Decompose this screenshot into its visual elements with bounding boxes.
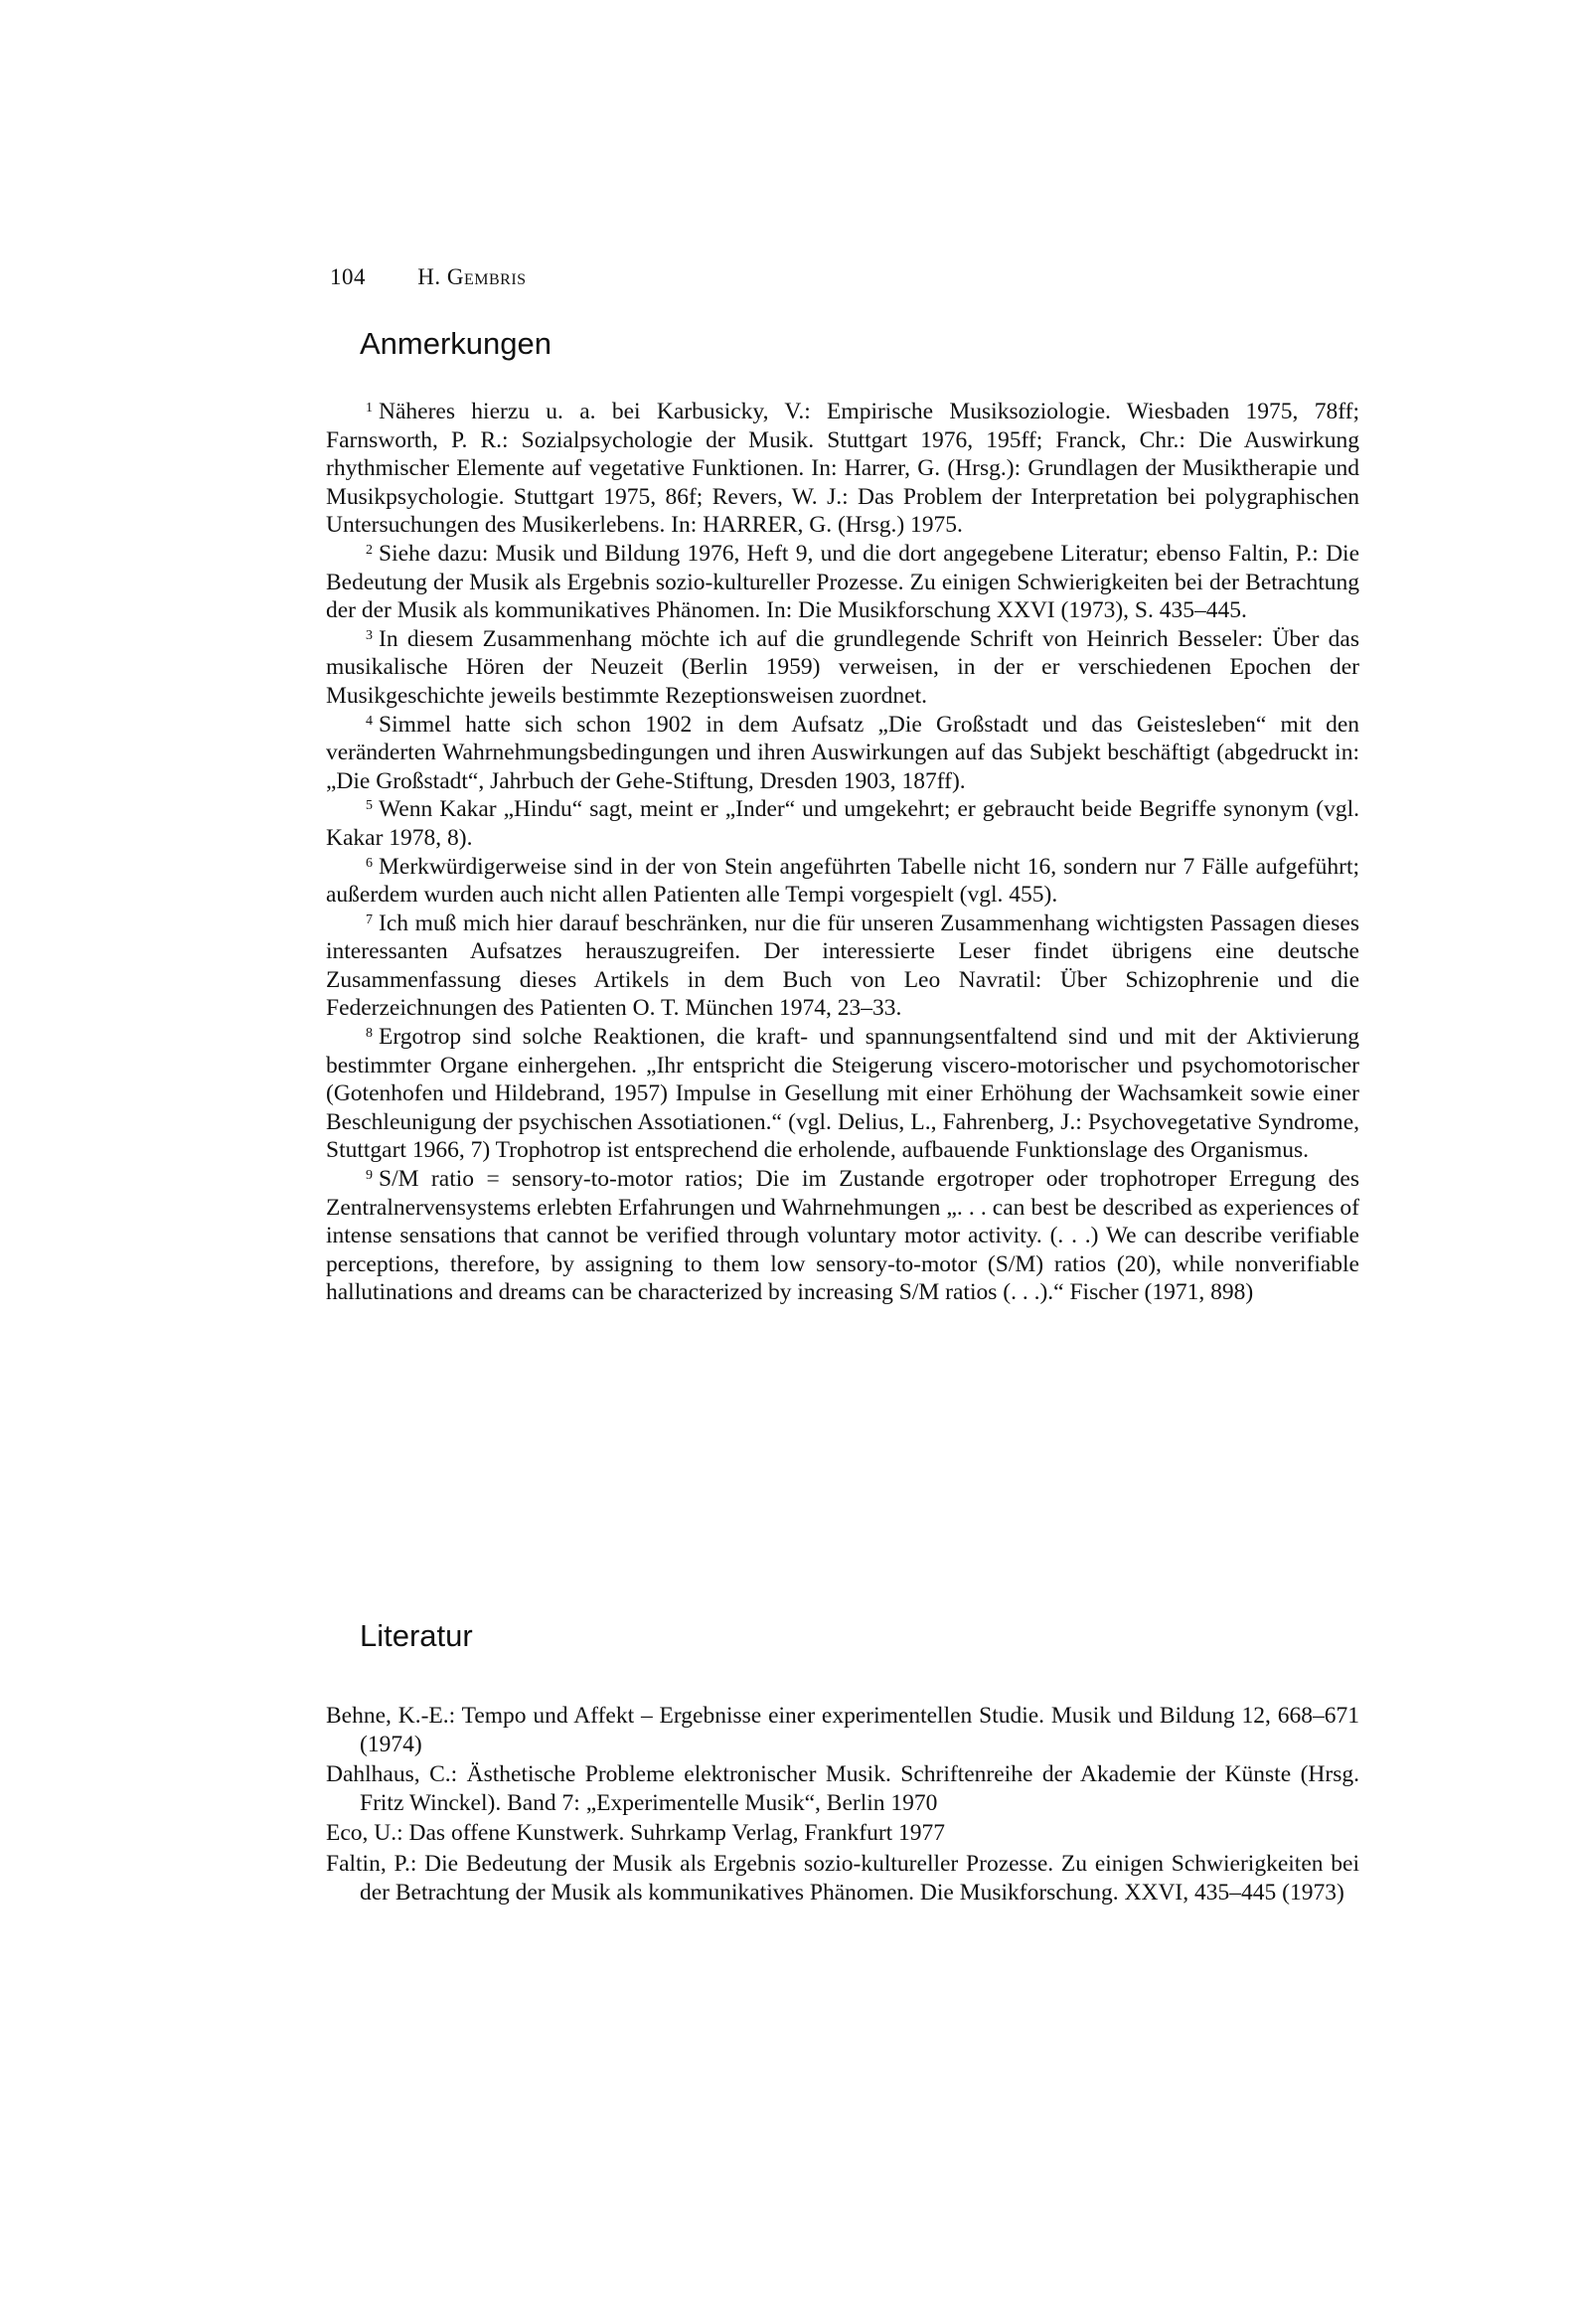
endnotes-list <box>326 398 1359 1307</box>
endnote <box>326 1165 1359 1307</box>
note-text: S/M ratio = sensory-to-motor ratios; Die im Zustande ergotroper oder trophotroper Erregung des Zentralnervensystems erlebten Erfahrungen und Wahrnehmungen „. . . can best be described as experiences of intense sensations that cannot be verified through voluntary motor activity. (. . .) We can describe verifiable perceptions, therefore, by assigning to them low sensory-to-motor (S/M) ratios (20), while nonverifiable hallutinations and dreams can be characterized by increasing S/M ratios (. . .).“ Fischer (1971, 898) <box>326 1166 1359 1306</box>
note-text: Näheres hierzu u. a. bei Karbusicky, V.: Empirische Musiksoziologie. Wiesbaden 1975, 78ff; Farnsworth, P. R.: Sozialpsychologie der Musik. Stuttgart 1976, 195ff; Franck, Chr.: Die Auswirkung rhythmischer Elemente auf vegetative Funktionen. In: Harrer, G. (Hrsg.): Grundlagen der Musiktherapie und Musikpsychologie. Stuttgart 1975, 86f; Revers, W. J.: Das Problem der Interpretation bei polygraphischen Untersuchungen des Musikerlebens. In: HARRER, G. (Hrsg.) 1975. <box>326 399 1359 539</box>
endnote <box>326 1023 1359 1165</box>
note-text: Merkwürdigerweise sind in der von Stein angeführten Tabelle nicht 16, sondern nur 7 Fälle aufgeführt; außerdem wurden auch nicht allen Patienten alle Tempi vorgespielt (vgl. 455). <box>326 853 1359 909</box>
note-text: Siehe dazu: Musik und Bildung 1976, Heft 9, und die dort angegebene Literatur; ebenso Faltin, P.: Die Bedeutung der Musik als Ergebnis sozio-kultureller Prozesse. Zu einigen Schwierigkeiten bei der Betrachtung der der Musik als kommunikatives Phänomen. In: Die Musikforschung XXVI (1973), S. 435–445. <box>326 540 1359 624</box>
page-number: 104 <box>330 264 366 289</box>
endnote <box>326 625 1359 711</box>
note-number: 5 <box>366 798 373 814</box>
bibliography-entry: Behne, K.-E.: Tempo und Affekt – Ergebnisse einer experimentellen Studie. Musik und Bildung 12, 668–671 (1974) <box>326 1703 1359 1757</box>
bibliography-entry: Dahlhaus, C.: Ästhetische Probleme elektronischer Musik. Schriftenreihe der Akademie der Künste (Hrsg. Fritz Winckel). Band 7: „Experimentelle Musik“, Berlin 1970 <box>326 1761 1359 1816</box>
notes-heading: Anmerkungen <box>360 326 552 361</box>
note-number: 9 <box>366 1168 373 1184</box>
note-number: 1 <box>366 401 373 415</box>
endnote <box>326 711 1359 796</box>
note-text: Ich muß mich hier darauf beschränken, nur die für unseren Zusammenhang wichtigsten Passagen dieses interessanten Aufsatzes herauszugreifen. Der interessierte Leser findet übrigens eine deutsche Zusammenfassung dieses Artikels in dem Buch von Leo Navratil: Über Schizophrenie und die Federzeichnungen des Patienten O. T. München 1974, 23–33. <box>326 910 1359 1022</box>
note-text: Ergotrop sind solche Reaktionen, die kraft- und spannungsentfaltend sind und mit der Aktivierung bestimmter Organe einhergehen. „Ihr entspricht die Steigerung viscero-motorischer und psychomotorischer (Gotenhofen und Hildebrand, 1957) Impulse in Gesellung mit einer Erhöhung der Wachsamkeit sowie einer Beschleunigung der psychischen Assotiationen.“ (vgl. Delius, L., Fahrenberg, J.: Psychovegetative Syndrome, Stuttgart 1966, 7) Trophotrop ist entsprechend die erholende, aufbauende Funktionslage des Organismus. <box>326 1024 1359 1164</box>
bibliography-list <box>326 1702 1359 1909</box>
note-number: 7 <box>366 912 373 927</box>
endnote <box>326 853 1359 910</box>
endnote <box>326 540 1359 625</box>
note-number: 4 <box>366 713 373 729</box>
running-header <box>330 264 527 290</box>
note-text: Simmel hatte sich schon 1902 in dem Aufsatz „Die Großstadt und das Geistesleben“ mit den veränderten Wahrnehmungsbedingungen und ihren Auswirkungen auf das Subjekt beschäftigt (abgedruckt in: „Die Großstadt“, Jahrbuch der Gehe-Stiftung, Dresden 1903, 187ff). <box>326 711 1359 794</box>
note-number: 2 <box>366 542 373 558</box>
endnote <box>326 398 1359 540</box>
bibliography-entry: Faltin, P.: Die Bedeutung der Musik als Ergebnis sozio-kultureller Prozesse. Zu einigen Schwierigkeiten bei der Betrachtung der Musik als kommunikatives Phänomen. Die Musikforschung. XXVI, 435–445 (1973) <box>326 1850 1359 1906</box>
note-number: 3 <box>366 627 373 643</box>
bibliography-entry: Eco, U.: Das offene Kunstwerk. Suhrkamp Verlag, Frankfurt 1977 <box>326 1820 946 1847</box>
endnote <box>326 910 1359 1023</box>
running-author: H. Gembris <box>417 264 527 289</box>
literature-heading: Literatur <box>360 1618 473 1653</box>
note-number: 8 <box>366 1026 373 1042</box>
note-text: In diesem Zusammenhang möchte ich auf die grundlegende Schrift von Heinrich Besseler: Über das musikalische Hören der Neuzeit (Berlin 1959) verweisen, in der er verschiedenen Epochen der Musikgeschichte jeweils bestimmte Rezeptionsweisen zuordnet. <box>326 625 1359 709</box>
endnote <box>326 795 1359 852</box>
note-text: Wenn Kakar „Hindu“ sagt, meint er „Inder“ und umgekehrt; er gebraucht beide Begriffe synonym (vgl. Kakar 1978, 8). <box>326 796 1359 851</box>
note-number: 6 <box>366 855 373 871</box>
